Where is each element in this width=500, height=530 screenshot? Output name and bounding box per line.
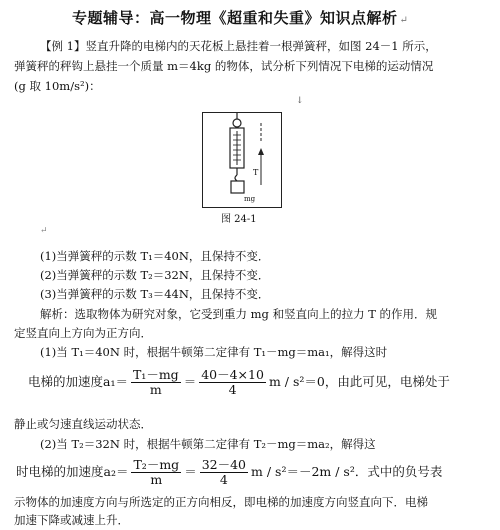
title-text: 专题辅导：高一物理《超重和失重》知识点解析 (72, 9, 398, 27)
eq2-f1-numerator: T₂－mg (133, 457, 180, 472)
eq2-equals: ＝ (184, 464, 197, 479)
case-1-intro: (1)当 T₁＝40N 时，根据牛顿第二定律有 T₁－mg＝ma₁，解得这时 (40, 345, 388, 359)
paragraph-mark-2: ↵ (40, 226, 48, 236)
weight-label: mg (244, 195, 256, 203)
example-line-2: 弹簧秤的秤钩上悬挂一个质量 m＝4kg 的物体，试分析下列情况下电梯的运动情况 (14, 59, 434, 73)
eq2-f1-denominator: m (150, 472, 163, 487)
eq1-f2-denominator: 4 (228, 382, 237, 397)
example-line-1: 【例 1】竖直升降的电梯内的天花板上悬挂着一根弹簧秤，如图 24－1 所示， (40, 39, 437, 53)
tension-label: T (253, 168, 259, 177)
equation-2 (16, 458, 442, 487)
eq2-f2-numerator: 32－40 (201, 457, 247, 472)
figure-caption: 图 24-1 (221, 214, 257, 225)
analysis-line-2: 定竖直向上方向为正方向． (14, 326, 152, 340)
eq1-prefix: 电梯的加速度a₁＝ (28, 374, 128, 389)
analysis-line-1: 解析：选取物体为研究对象，它受到重力 mg 和竖直向上的拉力 T 的作用．规 (40, 307, 438, 321)
figure-elevator (202, 112, 282, 208)
mass-block (231, 181, 244, 193)
paragraph-arrow: ↓ (296, 96, 304, 106)
eq2-f2-denominator: 4 (219, 472, 228, 487)
page-title (72, 7, 408, 28)
case-2-line-2: 示物体的加速度方向与所选定的正方向相反，即电梯的加速度方向竖直向下．电梯 (14, 495, 428, 509)
eq2-fraction-1 (131, 458, 181, 487)
eq1-equals: ＝ (183, 374, 197, 389)
eq2-fraction-2 (200, 458, 248, 487)
eq2-suffix: m / s²＝－2m / s²．式中的负号表 (251, 464, 443, 479)
case-1-end: 静止或匀速直线运动状态． (14, 417, 152, 431)
eq1-f1-numerator: T₁－mg (132, 367, 179, 382)
paragraph-mark: ↵ (399, 15, 409, 26)
eq1-fraction-2 (199, 368, 266, 397)
case-3: (3)当弹簧秤的示数 T₃＝44N，且保持不变． (40, 287, 270, 301)
eq1-suffix: m / s²＝0，由此可见，电梯处于 (268, 374, 450, 389)
eq2-prefix: 时电梯的加速度a₂＝ (16, 464, 129, 479)
case-2-line-3: 加速下降或减速上升． (14, 513, 129, 527)
case-2-intro: (2)当 T₂＝32N 时，根据牛顿第二定律有 T₂－mg＝ma₂，解得这 (40, 437, 376, 451)
eq1-fraction-1 (131, 368, 181, 397)
eq1-f2-numerator: 40－4×10 (201, 367, 264, 382)
case-1: (1)当弹簧秤的示数 T₁＝40N，且保持不变． (40, 249, 270, 263)
equation-1 (28, 368, 450, 397)
example-line-3: (g 取 10m/s²)： (14, 79, 101, 93)
elevator-diagram (203, 113, 281, 207)
eq1-f1-denominator: m (149, 382, 162, 397)
case-2: (2)当弹簧秤的示数 T₂＝32N，且保持不变． (40, 268, 270, 282)
